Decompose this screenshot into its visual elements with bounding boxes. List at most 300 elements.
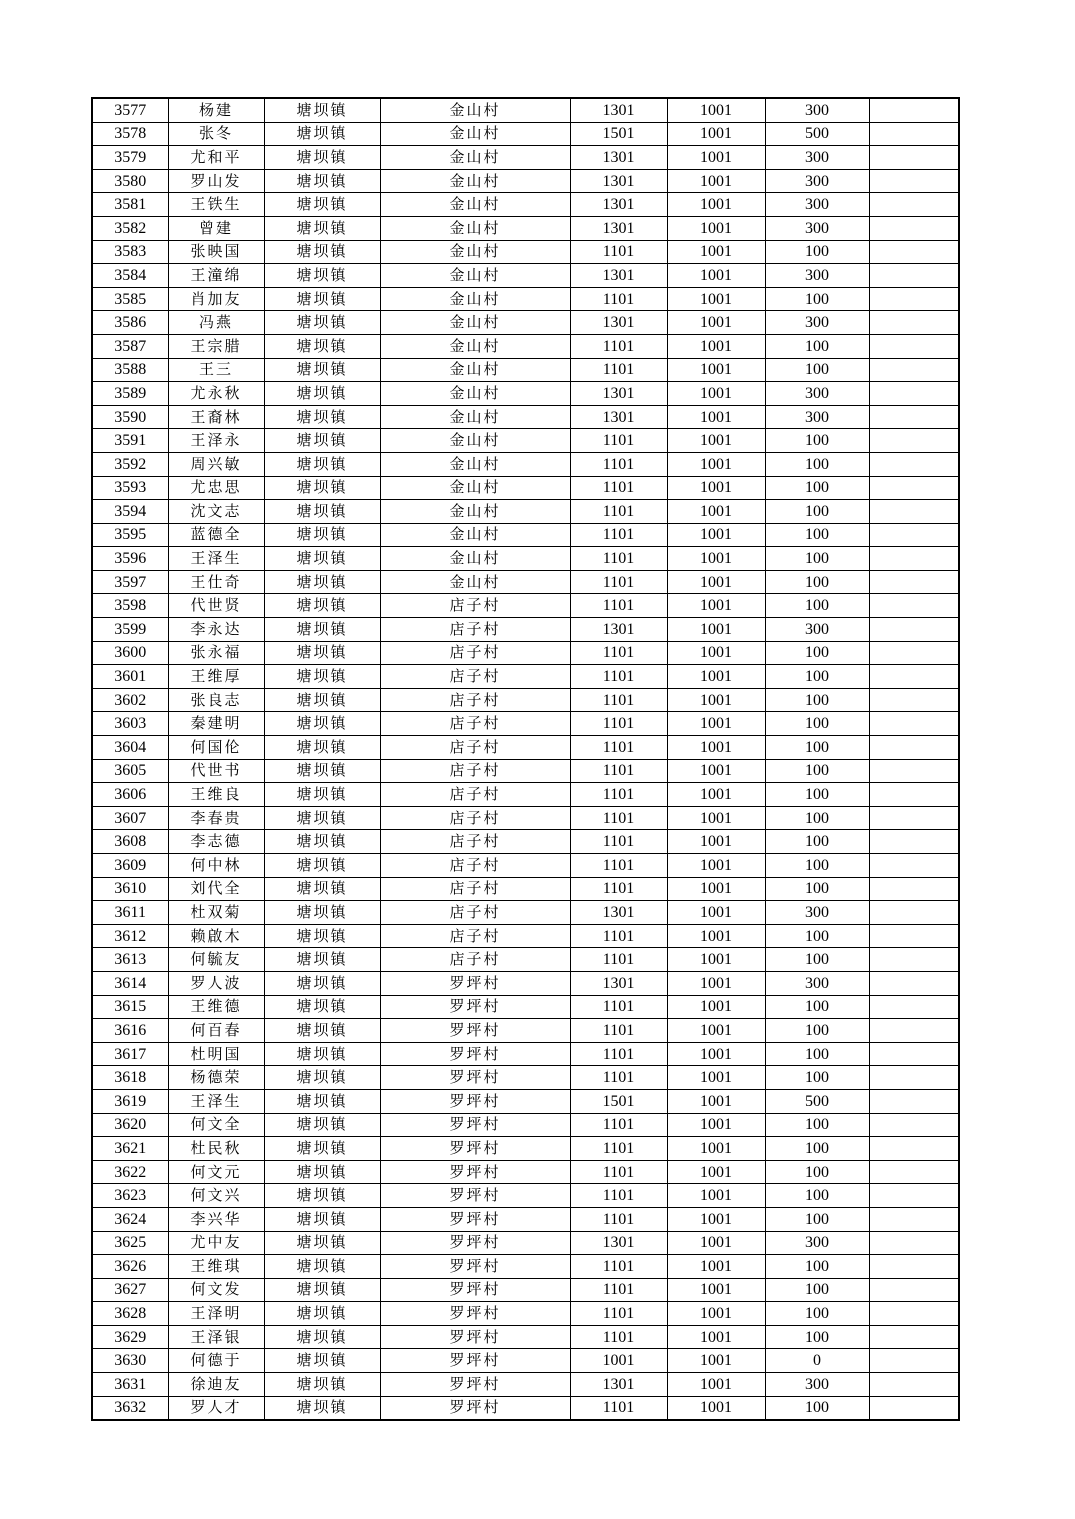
table-row (92, 452, 959, 476)
amount-cell: 300 (765, 618, 869, 642)
amount-cell: 100 (765, 1207, 869, 1231)
row-number-cell: 3595 (92, 523, 168, 547)
row-number-cell: 3588 (92, 358, 168, 382)
table-row (92, 547, 959, 571)
code-b-cell: 1001 (667, 216, 765, 240)
name-cell: 李永达 (168, 618, 264, 642)
code-b-cell: 1001 (667, 1278, 765, 1302)
remark-cell (869, 216, 959, 240)
code-a-cell: 1301 (570, 1373, 667, 1397)
village-cell: 金山村 (380, 405, 570, 429)
village-cell: 罗坪村 (380, 995, 570, 1019)
table-row (92, 1113, 959, 1137)
code-b-cell: 1001 (667, 736, 765, 760)
village-cell: 罗坪村 (380, 1278, 570, 1302)
name-cell: 王仕奇 (168, 570, 264, 594)
remark-cell (869, 523, 959, 547)
village-cell: 罗坪村 (380, 1160, 570, 1184)
town-cell: 塘坝镇 (264, 948, 380, 972)
code-b-cell: 1001 (667, 641, 765, 665)
code-a-cell: 1101 (570, 1113, 667, 1137)
table-row (92, 1373, 959, 1397)
village-cell: 金山村 (380, 146, 570, 170)
amount-cell: 100 (765, 452, 869, 476)
remark-cell (869, 429, 959, 453)
name-cell: 王宗腊 (168, 334, 264, 358)
code-a-cell: 1301 (570, 901, 667, 925)
amount-cell: 300 (765, 405, 869, 429)
village-cell: 店子村 (380, 783, 570, 807)
table-row (92, 948, 959, 972)
village-cell: 金山村 (380, 287, 570, 311)
name-cell: 罗山发 (168, 169, 264, 193)
code-b-cell: 1001 (667, 618, 765, 642)
row-number-cell: 3614 (92, 971, 168, 995)
town-cell: 塘坝镇 (264, 665, 380, 689)
code-b-cell: 1001 (667, 523, 765, 547)
village-cell: 金山村 (380, 193, 570, 217)
remark-cell (869, 948, 959, 972)
row-number-cell: 3585 (92, 287, 168, 311)
row-number-cell: 3620 (92, 1113, 168, 1137)
code-b-cell: 1001 (667, 948, 765, 972)
amount-cell: 100 (765, 641, 869, 665)
town-cell: 塘坝镇 (264, 1207, 380, 1231)
table-row (92, 264, 959, 288)
village-cell: 店子村 (380, 948, 570, 972)
code-b-cell: 1001 (667, 712, 765, 736)
code-b-cell: 1001 (667, 452, 765, 476)
amount-cell: 300 (765, 901, 869, 925)
village-cell: 金山村 (380, 500, 570, 524)
code-a-cell: 1101 (570, 547, 667, 571)
remark-cell (869, 1207, 959, 1231)
code-a-cell: 1301 (570, 193, 667, 217)
amount-cell: 300 (765, 971, 869, 995)
name-cell: 王铁生 (168, 193, 264, 217)
town-cell: 塘坝镇 (264, 311, 380, 335)
table-row (92, 122, 959, 146)
name-cell: 罗人波 (168, 971, 264, 995)
amount-cell: 100 (765, 759, 869, 783)
row-number-cell: 3592 (92, 452, 168, 476)
table-row (92, 240, 959, 264)
village-cell: 金山村 (380, 523, 570, 547)
name-cell: 何文全 (168, 1113, 264, 1137)
amount-cell: 100 (765, 358, 869, 382)
code-b-cell: 1001 (667, 1160, 765, 1184)
code-b-cell: 1001 (667, 1231, 765, 1255)
code-b-cell: 1001 (667, 995, 765, 1019)
remark-cell (869, 1278, 959, 1302)
table-row (92, 1255, 959, 1279)
row-number-cell: 3589 (92, 382, 168, 406)
row-number-cell: 3582 (92, 216, 168, 240)
code-a-cell: 1101 (570, 523, 667, 547)
amount-cell: 100 (765, 476, 869, 500)
amount-cell: 100 (765, 1066, 869, 1090)
amount-cell: 100 (765, 1325, 869, 1349)
town-cell: 塘坝镇 (264, 783, 380, 807)
row-number-cell: 3598 (92, 594, 168, 618)
code-b-cell: 1001 (667, 1042, 765, 1066)
row-number-cell: 3591 (92, 429, 168, 453)
remark-cell (869, 98, 959, 122)
table-row (92, 1231, 959, 1255)
amount-cell: 100 (765, 547, 869, 571)
code-a-cell: 1101 (570, 948, 667, 972)
village-cell: 罗坪村 (380, 1184, 570, 1208)
code-b-cell: 1001 (667, 429, 765, 453)
code-a-cell: 1101 (570, 806, 667, 830)
village-cell: 罗坪村 (380, 1373, 570, 1397)
row-number-cell: 3632 (92, 1396, 168, 1420)
amount-cell: 500 (765, 1089, 869, 1113)
row-number-cell: 3619 (92, 1089, 168, 1113)
town-cell: 塘坝镇 (264, 570, 380, 594)
name-cell: 王维德 (168, 995, 264, 1019)
town-cell: 塘坝镇 (264, 1066, 380, 1090)
code-a-cell: 1501 (570, 122, 667, 146)
code-a-cell: 1101 (570, 1042, 667, 1066)
name-cell: 王泽银 (168, 1325, 264, 1349)
town-cell: 塘坝镇 (264, 830, 380, 854)
name-cell: 何文兴 (168, 1184, 264, 1208)
code-b-cell: 1001 (667, 901, 765, 925)
code-b-cell: 1001 (667, 1207, 765, 1231)
code-a-cell: 1301 (570, 169, 667, 193)
code-b-cell: 1001 (667, 193, 765, 217)
village-cell: 金山村 (380, 264, 570, 288)
remark-cell (869, 806, 959, 830)
code-a-cell: 1301 (570, 1231, 667, 1255)
village-cell: 店子村 (380, 688, 570, 712)
table-row (92, 193, 959, 217)
code-b-cell: 1001 (667, 830, 765, 854)
remark-cell (869, 1019, 959, 1043)
village-cell: 金山村 (380, 452, 570, 476)
code-b-cell: 1001 (667, 382, 765, 406)
code-b-cell: 1001 (667, 1373, 765, 1397)
village-cell: 罗坪村 (380, 1325, 570, 1349)
town-cell: 塘坝镇 (264, 1089, 380, 1113)
amount-cell: 100 (765, 1160, 869, 1184)
town-cell: 塘坝镇 (264, 405, 380, 429)
row-number-cell: 3606 (92, 783, 168, 807)
code-a-cell: 1101 (570, 1302, 667, 1326)
remark-cell (869, 877, 959, 901)
town-cell: 塘坝镇 (264, 1042, 380, 1066)
name-cell: 曾建 (168, 216, 264, 240)
name-cell: 张良志 (168, 688, 264, 712)
remark-cell (869, 971, 959, 995)
table-row (92, 476, 959, 500)
name-cell: 尤和平 (168, 146, 264, 170)
code-b-cell: 1001 (667, 169, 765, 193)
town-cell: 塘坝镇 (264, 806, 380, 830)
town-cell: 塘坝镇 (264, 924, 380, 948)
name-cell: 王维良 (168, 783, 264, 807)
table-row (92, 736, 959, 760)
village-cell: 金山村 (380, 98, 570, 122)
table-row (92, 665, 959, 689)
name-cell: 尤永秋 (168, 382, 264, 406)
town-cell: 塘坝镇 (264, 877, 380, 901)
code-b-cell: 1001 (667, 594, 765, 618)
table-row (92, 500, 959, 524)
table-row (92, 1207, 959, 1231)
town-cell: 塘坝镇 (264, 995, 380, 1019)
name-cell: 杜双菊 (168, 901, 264, 925)
row-number-cell: 3603 (92, 712, 168, 736)
remark-cell (869, 287, 959, 311)
table-row (92, 1278, 959, 1302)
name-cell: 何中林 (168, 854, 264, 878)
town-cell: 塘坝镇 (264, 1325, 380, 1349)
code-a-cell: 1301 (570, 405, 667, 429)
remark-cell (869, 169, 959, 193)
remark-cell (869, 1066, 959, 1090)
table-row (92, 995, 959, 1019)
code-a-cell: 1101 (570, 1019, 667, 1043)
code-b-cell: 1001 (667, 924, 765, 948)
row-number-cell: 3602 (92, 688, 168, 712)
town-cell: 塘坝镇 (264, 1184, 380, 1208)
amount-cell: 100 (765, 736, 869, 760)
name-cell: 罗人才 (168, 1396, 264, 1420)
town-cell: 塘坝镇 (264, 1231, 380, 1255)
row-number-cell: 3613 (92, 948, 168, 972)
code-b-cell: 1001 (667, 1113, 765, 1137)
code-a-cell: 1101 (570, 924, 667, 948)
code-a-cell: 1301 (570, 146, 667, 170)
remark-cell (869, 1373, 959, 1397)
amount-cell: 100 (765, 1113, 869, 1137)
code-b-cell: 1001 (667, 570, 765, 594)
name-cell: 王泽生 (168, 547, 264, 571)
village-cell: 金山村 (380, 547, 570, 571)
town-cell: 塘坝镇 (264, 1160, 380, 1184)
code-a-cell: 1101 (570, 500, 667, 524)
remark-cell (869, 1231, 959, 1255)
row-number-cell: 3628 (92, 1302, 168, 1326)
remark-cell (869, 1325, 959, 1349)
amount-cell: 100 (765, 688, 869, 712)
town-cell: 塘坝镇 (264, 334, 380, 358)
village-cell: 罗坪村 (380, 1396, 570, 1420)
table-row (92, 1184, 959, 1208)
remark-cell (869, 1042, 959, 1066)
town-cell: 塘坝镇 (264, 1019, 380, 1043)
town-cell: 塘坝镇 (264, 264, 380, 288)
remark-cell (869, 995, 959, 1019)
name-cell: 李志德 (168, 830, 264, 854)
code-b-cell: 1001 (667, 1066, 765, 1090)
table-row (92, 146, 959, 170)
code-a-cell: 1101 (570, 287, 667, 311)
amount-cell: 100 (765, 429, 869, 453)
code-b-cell: 1001 (667, 806, 765, 830)
code-b-cell: 1001 (667, 547, 765, 571)
row-number-cell: 3599 (92, 618, 168, 642)
village-cell: 罗坪村 (380, 1066, 570, 1090)
name-cell: 冯燕 (168, 311, 264, 335)
name-cell: 秦建明 (168, 712, 264, 736)
remark-cell (869, 240, 959, 264)
town-cell: 塘坝镇 (264, 641, 380, 665)
code-b-cell: 1001 (667, 783, 765, 807)
code-a-cell: 1101 (570, 570, 667, 594)
table-row (92, 759, 959, 783)
amount-cell: 100 (765, 1396, 869, 1420)
code-a-cell: 1501 (570, 1089, 667, 1113)
name-cell: 尤忠思 (168, 476, 264, 500)
table-row (92, 1302, 959, 1326)
town-cell: 塘坝镇 (264, 523, 380, 547)
code-b-cell: 1001 (667, 1255, 765, 1279)
remark-cell (869, 382, 959, 406)
name-cell: 王维琪 (168, 1255, 264, 1279)
code-a-cell: 1101 (570, 995, 667, 1019)
remark-cell (869, 712, 959, 736)
name-cell: 李春贵 (168, 806, 264, 830)
remark-cell (869, 830, 959, 854)
table-row (92, 405, 959, 429)
amount-cell: 100 (765, 783, 869, 807)
village-cell: 罗坪村 (380, 1113, 570, 1137)
table-row (92, 1089, 959, 1113)
row-number-cell: 3580 (92, 169, 168, 193)
code-a-cell: 1301 (570, 216, 667, 240)
table-row (92, 1396, 959, 1420)
code-a-cell: 1101 (570, 736, 667, 760)
table-row (92, 1137, 959, 1161)
amount-cell: 100 (765, 948, 869, 972)
remark-cell (869, 264, 959, 288)
code-a-cell: 1101 (570, 688, 667, 712)
village-cell: 罗坪村 (380, 1255, 570, 1279)
code-b-cell: 1001 (667, 500, 765, 524)
name-cell: 沈文志 (168, 500, 264, 524)
remark-cell (869, 783, 959, 807)
table-row (92, 783, 959, 807)
name-cell: 何毓友 (168, 948, 264, 972)
amount-cell: 100 (765, 240, 869, 264)
remark-cell (869, 1089, 959, 1113)
village-cell: 罗坪村 (380, 1137, 570, 1161)
town-cell: 塘坝镇 (264, 287, 380, 311)
town-cell: 塘坝镇 (264, 216, 380, 240)
table-row (92, 1325, 959, 1349)
town-cell: 塘坝镇 (264, 594, 380, 618)
village-cell: 金山村 (380, 334, 570, 358)
village-cell: 金山村 (380, 122, 570, 146)
amount-cell: 0 (765, 1349, 869, 1373)
remark-cell (869, 193, 959, 217)
town-cell: 塘坝镇 (264, 358, 380, 382)
town-cell: 塘坝镇 (264, 901, 380, 925)
row-number-cell: 3586 (92, 311, 168, 335)
town-cell: 塘坝镇 (264, 1373, 380, 1397)
name-cell: 肖加友 (168, 287, 264, 311)
code-a-cell: 1101 (570, 830, 667, 854)
row-number-cell: 3629 (92, 1325, 168, 1349)
name-cell: 何文元 (168, 1160, 264, 1184)
code-a-cell: 1301 (570, 618, 667, 642)
town-cell: 塘坝镇 (264, 759, 380, 783)
town-cell: 塘坝镇 (264, 382, 380, 406)
town-cell: 塘坝镇 (264, 618, 380, 642)
table-row (92, 523, 959, 547)
code-b-cell: 1001 (667, 971, 765, 995)
row-number-cell: 3604 (92, 736, 168, 760)
table-row (92, 358, 959, 382)
table-row (92, 712, 959, 736)
name-cell: 蓝德全 (168, 523, 264, 547)
table-row (92, 1160, 959, 1184)
row-number-cell: 3608 (92, 830, 168, 854)
code-b-cell: 1001 (667, 476, 765, 500)
remark-cell (869, 358, 959, 382)
remark-cell (869, 1160, 959, 1184)
village-cell: 店子村 (380, 901, 570, 925)
amount-cell: 100 (765, 287, 869, 311)
amount-cell: 100 (765, 1255, 869, 1279)
amount-cell: 100 (765, 1042, 869, 1066)
table-row (92, 287, 959, 311)
town-cell: 塘坝镇 (264, 688, 380, 712)
row-number-cell: 3577 (92, 98, 168, 122)
town-cell: 塘坝镇 (264, 193, 380, 217)
row-number-cell: 3594 (92, 500, 168, 524)
row-number-cell: 3615 (92, 995, 168, 1019)
name-cell: 何文发 (168, 1278, 264, 1302)
code-b-cell: 1001 (667, 1325, 765, 1349)
row-number-cell: 3583 (92, 240, 168, 264)
code-a-cell: 1101 (570, 429, 667, 453)
village-cell: 罗坪村 (380, 1349, 570, 1373)
table-row (92, 570, 959, 594)
table-row (92, 641, 959, 665)
name-cell: 何百春 (168, 1019, 264, 1043)
name-cell: 王泽生 (168, 1089, 264, 1113)
amount-cell: 300 (765, 1373, 869, 1397)
code-b-cell: 1001 (667, 405, 765, 429)
amount-cell: 300 (765, 146, 869, 170)
village-cell: 店子村 (380, 830, 570, 854)
town-cell: 塘坝镇 (264, 146, 380, 170)
row-number-cell: 3610 (92, 877, 168, 901)
amount-cell: 100 (765, 1278, 869, 1302)
town-cell: 塘坝镇 (264, 1278, 380, 1302)
code-a-cell: 1101 (570, 452, 667, 476)
table-row (92, 1042, 959, 1066)
code-b-cell: 1001 (667, 240, 765, 264)
row-number-cell: 3622 (92, 1160, 168, 1184)
amount-cell: 100 (765, 924, 869, 948)
name-cell: 王三 (168, 358, 264, 382)
remark-cell (869, 1113, 959, 1137)
remark-cell (869, 476, 959, 500)
remark-cell (869, 311, 959, 335)
town-cell: 塘坝镇 (264, 429, 380, 453)
village-cell: 店子村 (380, 924, 570, 948)
town-cell: 塘坝镇 (264, 452, 380, 476)
row-number-cell: 3617 (92, 1042, 168, 1066)
row-number-cell: 3597 (92, 570, 168, 594)
amount-cell: 300 (765, 98, 869, 122)
amount-cell: 100 (765, 995, 869, 1019)
